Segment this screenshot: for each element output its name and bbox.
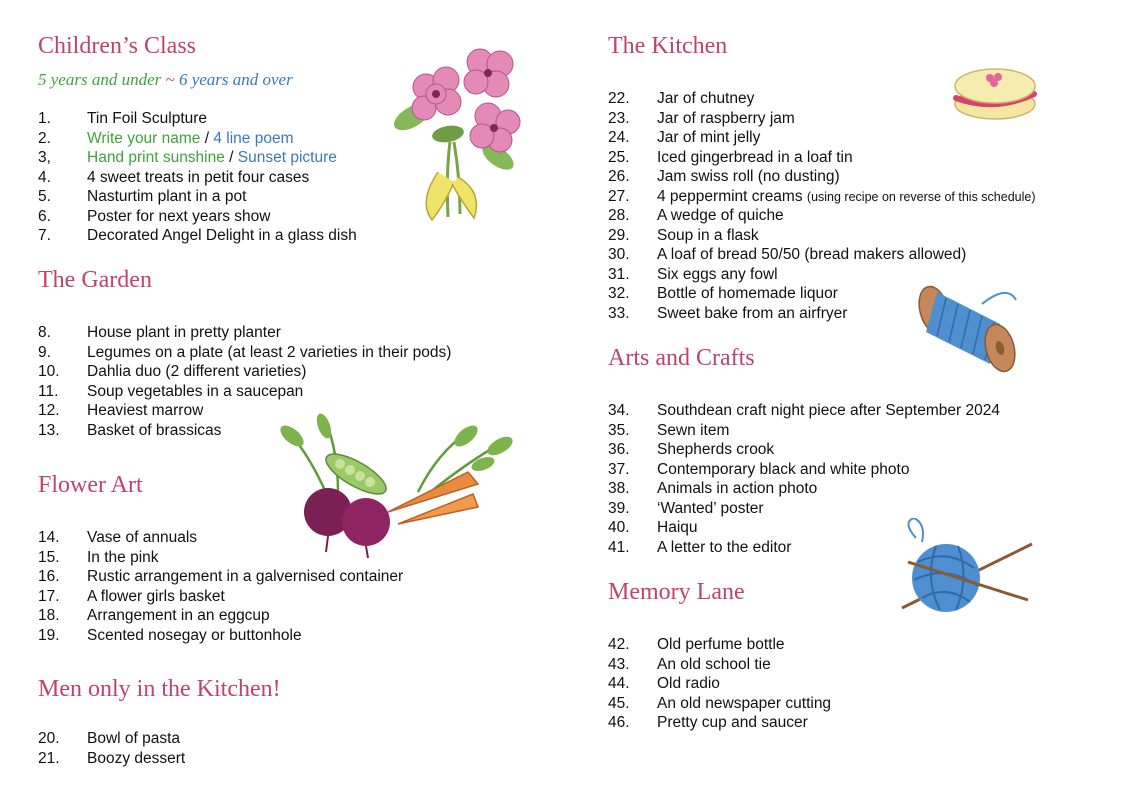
list-item: 9. Legumes on a plate (at least 2 varieties in their pods)	[38, 343, 452, 361]
list-item: 8. House plant in pretty planter	[38, 324, 281, 341]
list-item: 14. Vase of annuals	[38, 529, 198, 546]
list-item: 29. Soup in a flask	[608, 226, 759, 244]
list-item: 7. Decorated Angel Delight in a glass dish	[38, 227, 357, 244]
list-item: 3, Hand print sunshine / Sunset picture	[38, 149, 337, 166]
arts-crafts-heading: Arts and Crafts	[608, 345, 755, 371]
childrens-class-list	[38, 109, 357, 246]
kitchen-heading: The Kitchen	[608, 33, 728, 59]
list-item: 35. Sewn item	[608, 421, 730, 439]
list-item: 28. A wedge of quiche	[608, 207, 784, 224]
list-item: 19. Scented nosegay or buttonhole	[38, 626, 302, 644]
age-group-separator: ~	[165, 70, 175, 89]
list-item: 18. Arrangement in an eggcup	[38, 607, 270, 624]
list-item: 22. Jar of chutney	[608, 90, 755, 107]
list-item: 39. ‘Wanted’ poster	[608, 499, 764, 517]
list-item: 20. Bowl of pasta	[38, 730, 181, 747]
memory-lane-heading: Memory Lane	[608, 579, 745, 605]
cotton-reel-illustration	[912, 284, 1024, 384]
list-item: 1. Tin Foil Sculpture	[38, 110, 208, 127]
list-item: 31. Six eggs any fowl	[608, 265, 778, 283]
list-item: 42. Old perfume bottle	[608, 636, 785, 653]
list-item: 43. An old school tie	[608, 655, 771, 673]
list-item: 44. Old radio	[608, 675, 720, 692]
list-item: 15. In the pink	[38, 548, 159, 566]
garden-heading: The Garden	[38, 267, 152, 293]
list-item: 32. Bottle of homemade liquor	[608, 285, 838, 302]
list-item: 26. Jam swiss roll (no dusting)	[608, 168, 840, 185]
list-item: 17. A flower girls basket	[38, 587, 225, 605]
men-only-heading: Men only in the Kitchen!	[38, 676, 281, 702]
list-item: 36. Shepherds crook	[608, 441, 775, 458]
age-group-under-five: 5 years and under	[38, 70, 162, 89]
list-item: 23. Jar of raspberry jam	[608, 109, 795, 127]
childrens-class-subtitle	[38, 70, 293, 90]
list-item: 10. Dahlia duo (2 different varieties)	[38, 363, 307, 380]
list-item: 24. Jar of mint jelly	[608, 129, 761, 146]
list-item: 40. Haiqu	[608, 519, 698, 536]
list-item: 2. Write your name / 4 line poem	[38, 129, 294, 147]
flower-bouquet-illustration	[388, 42, 523, 230]
list-item: 25. Iced gingerbread in a loaf tin	[608, 148, 853, 166]
list-item: 4. 4 sweet treats in petit four cases	[38, 168, 310, 186]
list-item: 30. A loaf of bread 50/50 (bread makers allowed)	[608, 246, 967, 263]
list-item: 12. Heaviest marrow	[38, 402, 204, 419]
age-group-six-and-over: 6 years and over	[178, 70, 293, 89]
list-item: 45. An old newspaper cutting	[608, 694, 832, 712]
list-item: 11. Soup vegetables in a saucepan	[38, 382, 304, 400]
list-item: 5. Nasturtim plant in a pot	[38, 188, 247, 205]
list-item: 13. Basket of brassicas	[38, 421, 222, 439]
list-item: 16. Rustic arrangement in a galvernised container	[38, 568, 404, 585]
yarn-ball-illustration	[896, 518, 1036, 616]
list-item: 34. Southdean craft night piece after September 2024	[608, 402, 1000, 419]
list-item: 46. Pretty cup and saucer	[608, 714, 808, 731]
list-item: 6. Poster for next years show	[38, 207, 271, 225]
list-item: 37. Contemporary black and white photo	[608, 460, 910, 478]
list-item: 38. Animals in action photo	[608, 480, 818, 497]
men-only-list	[38, 729, 185, 768]
vegetables-illustration	[268, 412, 524, 558]
flower-art-heading: Flower Art	[38, 472, 143, 498]
memory-lane-list	[608, 635, 831, 733]
list-item: 27. 4 peppermint creams (using recipe on reverse of this schedule)	[608, 187, 1036, 205]
childrens-class-heading: Children’s Class	[38, 33, 197, 59]
macaron-illustration	[950, 60, 1040, 122]
list-item: 33. Sweet bake from an airfryer	[608, 304, 848, 322]
list-item: 41. A letter to the editor	[608, 538, 792, 556]
list-item: 21. Boozy dessert	[38, 749, 186, 767]
